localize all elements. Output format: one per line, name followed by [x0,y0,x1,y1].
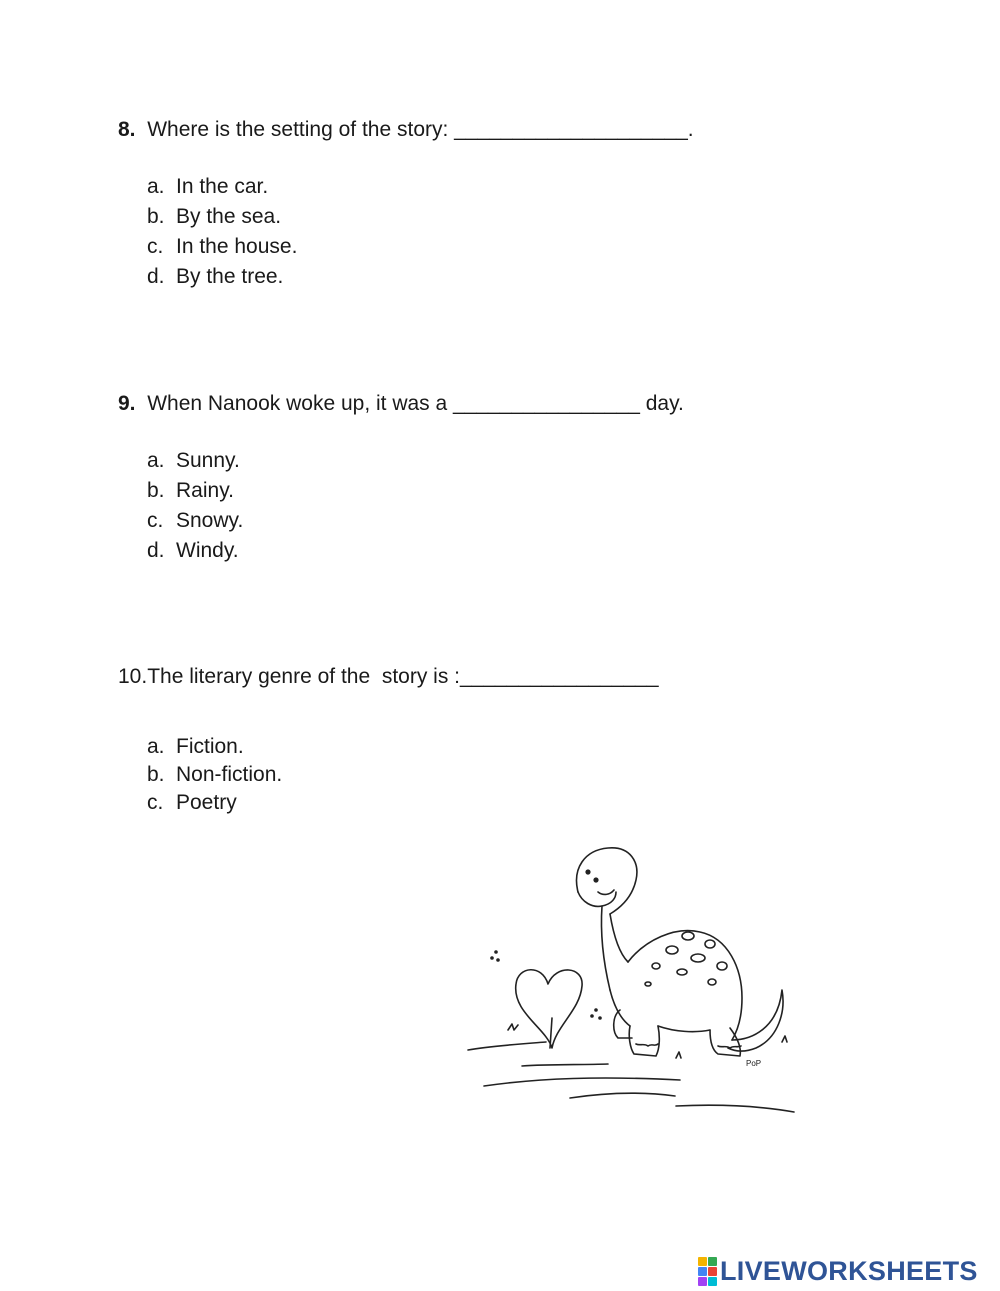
option-text: Fiction. [176,735,244,758]
question-9 [118,392,684,416]
option-letter: d. [147,539,165,562]
option-9b[interactable] [147,479,234,503]
option-letter: d. [147,265,165,288]
option-text: By the tree. [176,265,284,288]
option-text: Rainy. [176,479,234,502]
question-8 [118,118,694,142]
question-10 [118,665,659,689]
option-10c[interactable] [147,791,237,815]
question-number: 10. [118,665,148,688]
option-8a[interactable] [147,175,268,199]
option-10a[interactable] [147,735,244,759]
option-8b[interactable] [147,205,281,229]
option-text: Windy. [176,539,239,562]
option-text: In the car. [176,175,269,198]
option-10b[interactable] [147,763,282,787]
option-9c[interactable] [147,509,243,533]
option-text: Non-fiction. [176,763,283,786]
option-letter: b. [147,479,165,502]
option-text: Snowy. [176,509,244,532]
option-letter: c. [147,235,164,258]
question-number: 9. [118,392,136,415]
option-letter: c. [147,791,164,814]
option-letter: b. [147,205,165,228]
logo-blocks-icon [698,1257,717,1286]
option-letter: a. [147,735,165,758]
option-text: In the house. [176,235,298,258]
question-text: Where is the setting of the story: ____________________. [147,118,694,141]
option-text: Poetry [176,791,237,814]
option-8d[interactable] [147,265,283,289]
option-text: By the sea. [176,205,282,228]
option-letter: c. [147,509,164,532]
illustration-signature: PoP [746,1059,762,1068]
option-text: Sunny. [176,449,240,472]
option-9a[interactable] [147,449,240,473]
option-8c[interactable] [147,235,297,259]
option-letter: b. [147,763,165,786]
option-letter: a. [147,175,165,198]
dinosaur-drawing-icon [460,840,800,1120]
logo-wordmark: LIVEWORKSHEETS [720,1255,978,1286]
question-number: 8. [118,118,136,141]
option-letter: a. [147,449,165,472]
question-text: The literary genre of the story is :_________________ [147,665,659,688]
liveworksheets-logo[interactable] [698,1256,978,1286]
option-9d[interactable] [147,539,239,563]
question-text: When Nanook woke up, it was a ________________ day. [147,392,684,415]
